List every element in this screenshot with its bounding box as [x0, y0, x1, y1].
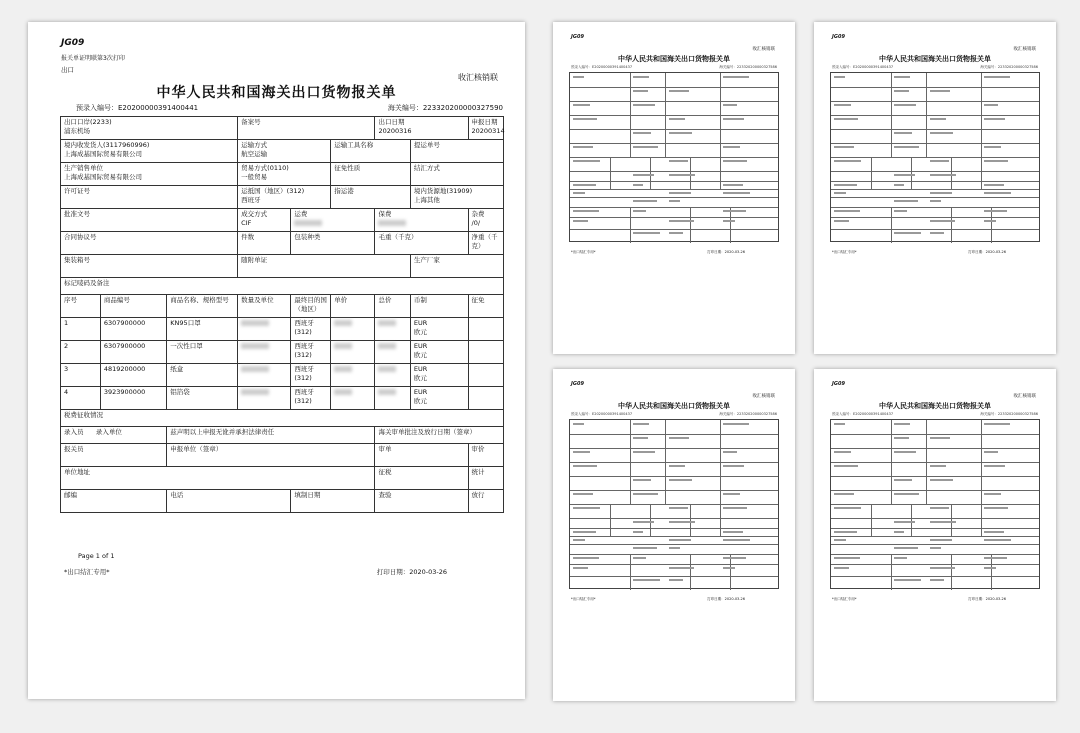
declaration-form-table	[60, 116, 504, 513]
gross-weight-cell: 毛重（千克）	[375, 232, 468, 255]
mini-form-code: JG09	[571, 34, 584, 40]
table-row: 1 6307900000 KN95口罩 西班牙 (312) EUR 欧元	[61, 318, 504, 341]
header-code: 商品编号	[100, 295, 166, 318]
net-weight-cell: 净重（千克）	[468, 232, 504, 255]
inspect-cell: 查验	[375, 490, 468, 513]
license-cell: 许可证号	[61, 186, 238, 209]
header-name: 商品名称、规格型号	[167, 295, 238, 318]
mini-print-date: 打印日期：2020-03-26	[968, 597, 1006, 601]
manufacturer-cell: 生产厂家	[410, 255, 503, 278]
export-date-cell: 出口日期 20200316	[375, 117, 468, 140]
thumbnail-sheet-1	[553, 22, 795, 354]
mini-special: *出口结汇专用*	[832, 597, 857, 601]
mini-title: 中华人民共和国海关出口货物报关单	[879, 55, 991, 63]
attached-docs-cell: 随附单证	[238, 255, 411, 278]
fill-date-cell: 填制日期	[291, 490, 375, 513]
thumbnail-sheet-4	[814, 369, 1056, 701]
mini-text-lines	[830, 419, 1040, 589]
mini-form-code: JG09	[571, 381, 584, 387]
thumbnail-sheet-2	[814, 22, 1056, 354]
table-row: 2 6307900000 一次性口罩 西班牙 (312) EUR 欧元	[61, 341, 504, 364]
phone-cell: 电话	[167, 490, 291, 513]
review-cell: 审单	[375, 444, 468, 467]
price-review-cell: 审价	[468, 444, 504, 467]
document-title: 中华人民共和国海关出口货物报关单	[156, 85, 397, 101]
table-row: 4 3923900000 铝箔袋 西班牙 (312) EUR 欧元	[61, 387, 504, 410]
dest-port-cell: 指运港	[331, 186, 411, 209]
deal-mode-cell: 成交方式 CIF	[238, 209, 291, 232]
mini-print-date: 打印日期：2020-03-26	[968, 250, 1006, 254]
thumbnail-sheet-3	[553, 369, 795, 701]
declare-unit-cell: 申报单位（签章）	[167, 444, 375, 467]
mini-form-code: JG09	[832, 381, 845, 387]
mini-print-date: 打印日期：2020-03-26	[707, 597, 745, 601]
mini-customs-no: 海关编号：223320200000327586	[980, 412, 1038, 416]
special-use-label: *出口结汇专用*	[64, 568, 110, 576]
mini-title: 中华人民共和国海关出口货物报关单	[879, 402, 991, 410]
settlement-cell: 结汇方式	[410, 163, 503, 186]
pre-entry-number: 预录入编号：E20200000391400441	[76, 104, 199, 112]
levy-cell: 征税	[375, 467, 468, 490]
mini-customs-no: 海关编号：223320200000327586	[719, 65, 777, 69]
vehicle-cell: 运输工具名称	[331, 140, 411, 163]
header-currency: 币制	[410, 295, 468, 318]
table-row: 3 4819200000 纸盒 西班牙 (312) EUR 欧元	[61, 364, 504, 387]
country-cell: 运抵国（地区）(312) 西班牙	[238, 186, 331, 209]
export-port-cell: 出口口岸(2233) 浦东机场	[61, 117, 238, 140]
page-count: Page 1 of 1	[78, 552, 115, 560]
main-declaration-sheet	[28, 22, 525, 699]
mini-copy-stamp: 收汇核销联	[1013, 394, 1036, 399]
mini-special: *出口结汇专用*	[571, 250, 596, 254]
header-no: 序号	[61, 295, 101, 318]
goods-header-row	[61, 295, 504, 318]
package-cell: 包装种类	[291, 232, 375, 255]
mini-customs-no: 海关编号：223320200000327586	[980, 65, 1038, 69]
header-qty: 数量及单位	[238, 295, 291, 318]
mini-text-lines	[569, 72, 779, 242]
origin-cell: 境内货源地(31909) 上海其他	[410, 186, 503, 209]
stats-cell: 统计	[468, 467, 504, 490]
mini-print-date: 打印日期：2020-03-26	[707, 250, 745, 254]
mini-form-code: JG09	[832, 34, 845, 40]
header-unit-price: 单价	[331, 295, 375, 318]
container-cell: 集装箱号	[61, 255, 238, 278]
marks-cell: 标记唛码及备注	[61, 278, 504, 295]
release-cell: 放行	[468, 490, 504, 513]
consignor-cell: 境内收发货人(3117960996) 上海成基国际贸易有限公司	[61, 140, 238, 163]
mini-title: 中华人民共和国海关出口货物报关单	[618, 55, 730, 63]
declare-date-cell: 申报日期 20200314	[468, 117, 504, 140]
misc-cell: 杂费 /0/	[468, 209, 504, 232]
mini-title: 中华人民共和国海关出口货物报关单	[618, 402, 730, 410]
approval-no-cell: 批准文号	[61, 209, 238, 232]
mini-text-lines	[830, 72, 1040, 242]
mini-copy-stamp: 收汇核销联	[752, 394, 775, 399]
mini-pre-entry: 预录入编号：E20200000391400437	[832, 65, 894, 69]
address-cell: 单位地址	[61, 467, 375, 490]
form-subtitle: 报关单证明联第3次打印	[61, 55, 125, 62]
page-label: 出口	[61, 66, 74, 74]
record-no-cell: 备案号	[238, 117, 375, 140]
declarer-cell: 报关员	[61, 444, 167, 467]
header-total: 总价	[375, 295, 410, 318]
producer-cell: 生产销售单位 上海成基国际贸易有限公司	[61, 163, 238, 186]
mini-special: *出口结汇专用*	[832, 250, 857, 254]
mini-copy-stamp: 收汇核销联	[1013, 47, 1036, 52]
print-date: 打印日期：2020-03-26	[376, 568, 447, 576]
customs-number: 海关编号：223320200000327590	[387, 104, 503, 112]
pieces-cell: 件数	[238, 232, 291, 255]
mini-copy-stamp: 收汇核销联	[752, 47, 775, 52]
bill-cell: 提运单号	[410, 140, 503, 163]
tax-section-cell: 税费征收情况	[61, 410, 504, 427]
mini-customs-no: 海关编号：223320200000327586	[719, 412, 777, 416]
header-country: 最终目的国（地区）	[291, 295, 331, 318]
mini-pre-entry: 预录入编号：E20200000391400437	[571, 65, 633, 69]
postcode-cell: 邮编	[61, 490, 167, 513]
transport-cell: 运输方式 航空运输	[238, 140, 331, 163]
declaration-statement-cell: 兹声明以上申报无讹并承担法律责任	[167, 427, 375, 444]
mini-pre-entry: 预录入编号：E20200000391400437	[571, 412, 633, 416]
customs-approval-cell: 海关审单批注及放行日期（签章）	[375, 427, 504, 444]
mini-pre-entry: 预录入编号：E20200000391400437	[832, 412, 894, 416]
form-code: JG09	[61, 38, 85, 48]
mini-text-lines	[569, 419, 779, 589]
copy-stamp: 收汇核销联	[458, 73, 498, 82]
mini-special: *出口结汇专用*	[571, 597, 596, 601]
header-tax: 征免	[468, 295, 504, 318]
tax-nature-cell: 征免性质	[331, 163, 411, 186]
insurance-cell: 保费	[375, 209, 468, 232]
contract-cell: 合同协议号	[61, 232, 238, 255]
freight-cell: 运费	[291, 209, 375, 232]
entry-person-cell: 录入员 录入单位	[61, 427, 167, 444]
trade-mode-cell: 贸易方式(0110) 一般贸易	[238, 163, 331, 186]
